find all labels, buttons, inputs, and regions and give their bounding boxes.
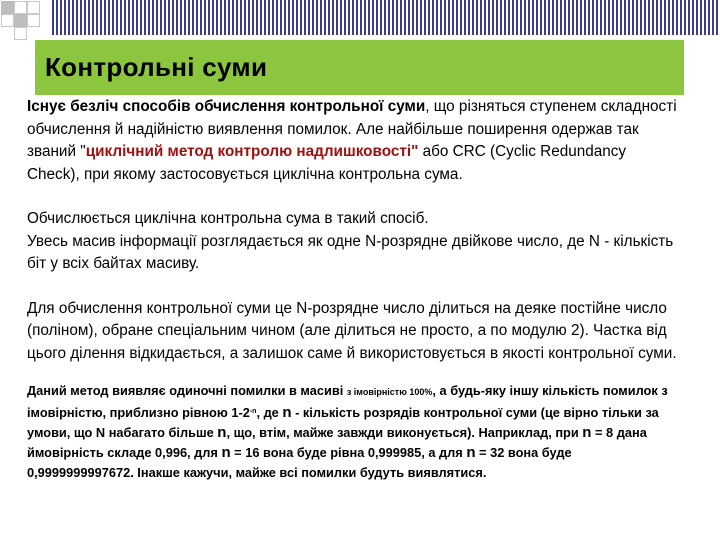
- decor-square: [27, 1, 40, 14]
- decor-square: [14, 14, 27, 27]
- decor-square: [1, 14, 14, 27]
- slide-title: Контрольні суми: [45, 52, 268, 82]
- paragraph-method: Обчислюється циклічна контрольна сума в такий спосіб.: [27, 210, 429, 227]
- decorative-header: [0, 0, 720, 38]
- intro-text: , що різняться ступенем складності обчислення й надійністю виявлення помилок. Але найбільше поширення одержав так званий ": [27, 98, 677, 160]
- intro-bold: Існує безліч способів обчислення контрольної суми: [27, 98, 426, 115]
- paragraph-polynomial: Для обчислення контрольної суми це N-розрядне число ділиться на деяке постійне число (поліном), обране спеціальним чином (але ділиться не просто, а по модулю 2). Частка від цього ділення відкидається, а залишок саме й використовується в якості контрольної суми.: [27, 299, 677, 362]
- title-bar: [35, 40, 684, 95]
- crc-highlight: циклічний метод контролю надлишковості": [85, 143, 419, 160]
- decor-stripes: [52, 0, 720, 35]
- decor-square: [14, 27, 27, 40]
- paragraph-probability: Даний метод виявляє одиночні помилки в масиві з імовірністю 100%, а будь-яку іншу кількість помилок з імовірністю, приблизно рівною $1-2^{-n}$, де n - кількість розрядів контрольної суми (це вірно тільки за умови, що N набагато більше n, що, втім, майже завжди виконується). Наприклад, при n = 8 дана ймовірність складе 0,996, для n = 16 вона буде рівна 0,999985, а для n = 32 вона буде 0,9999999997672. Інакше кажучи, майже всі помилки будуть виявлятися.: [27, 383, 668, 480]
- decor-square: [1, 1, 14, 14]
- paragraph-array: Увесь масив інформації розглядається як одне N-розрядне двійкове число, де N - кількість біт у всіх байтах масиву.: [27, 232, 674, 272]
- intro-text-2: або CRC (Cyclic Redundancy Check), при якому застосовується циклічна контрольна сума.: [27, 143, 627, 183]
- decor-square: [27, 14, 40, 27]
- paragraph-intro: [27, 96, 677, 186]
- decor-square: [14, 1, 27, 14]
- slide-body: [27, 96, 677, 483]
